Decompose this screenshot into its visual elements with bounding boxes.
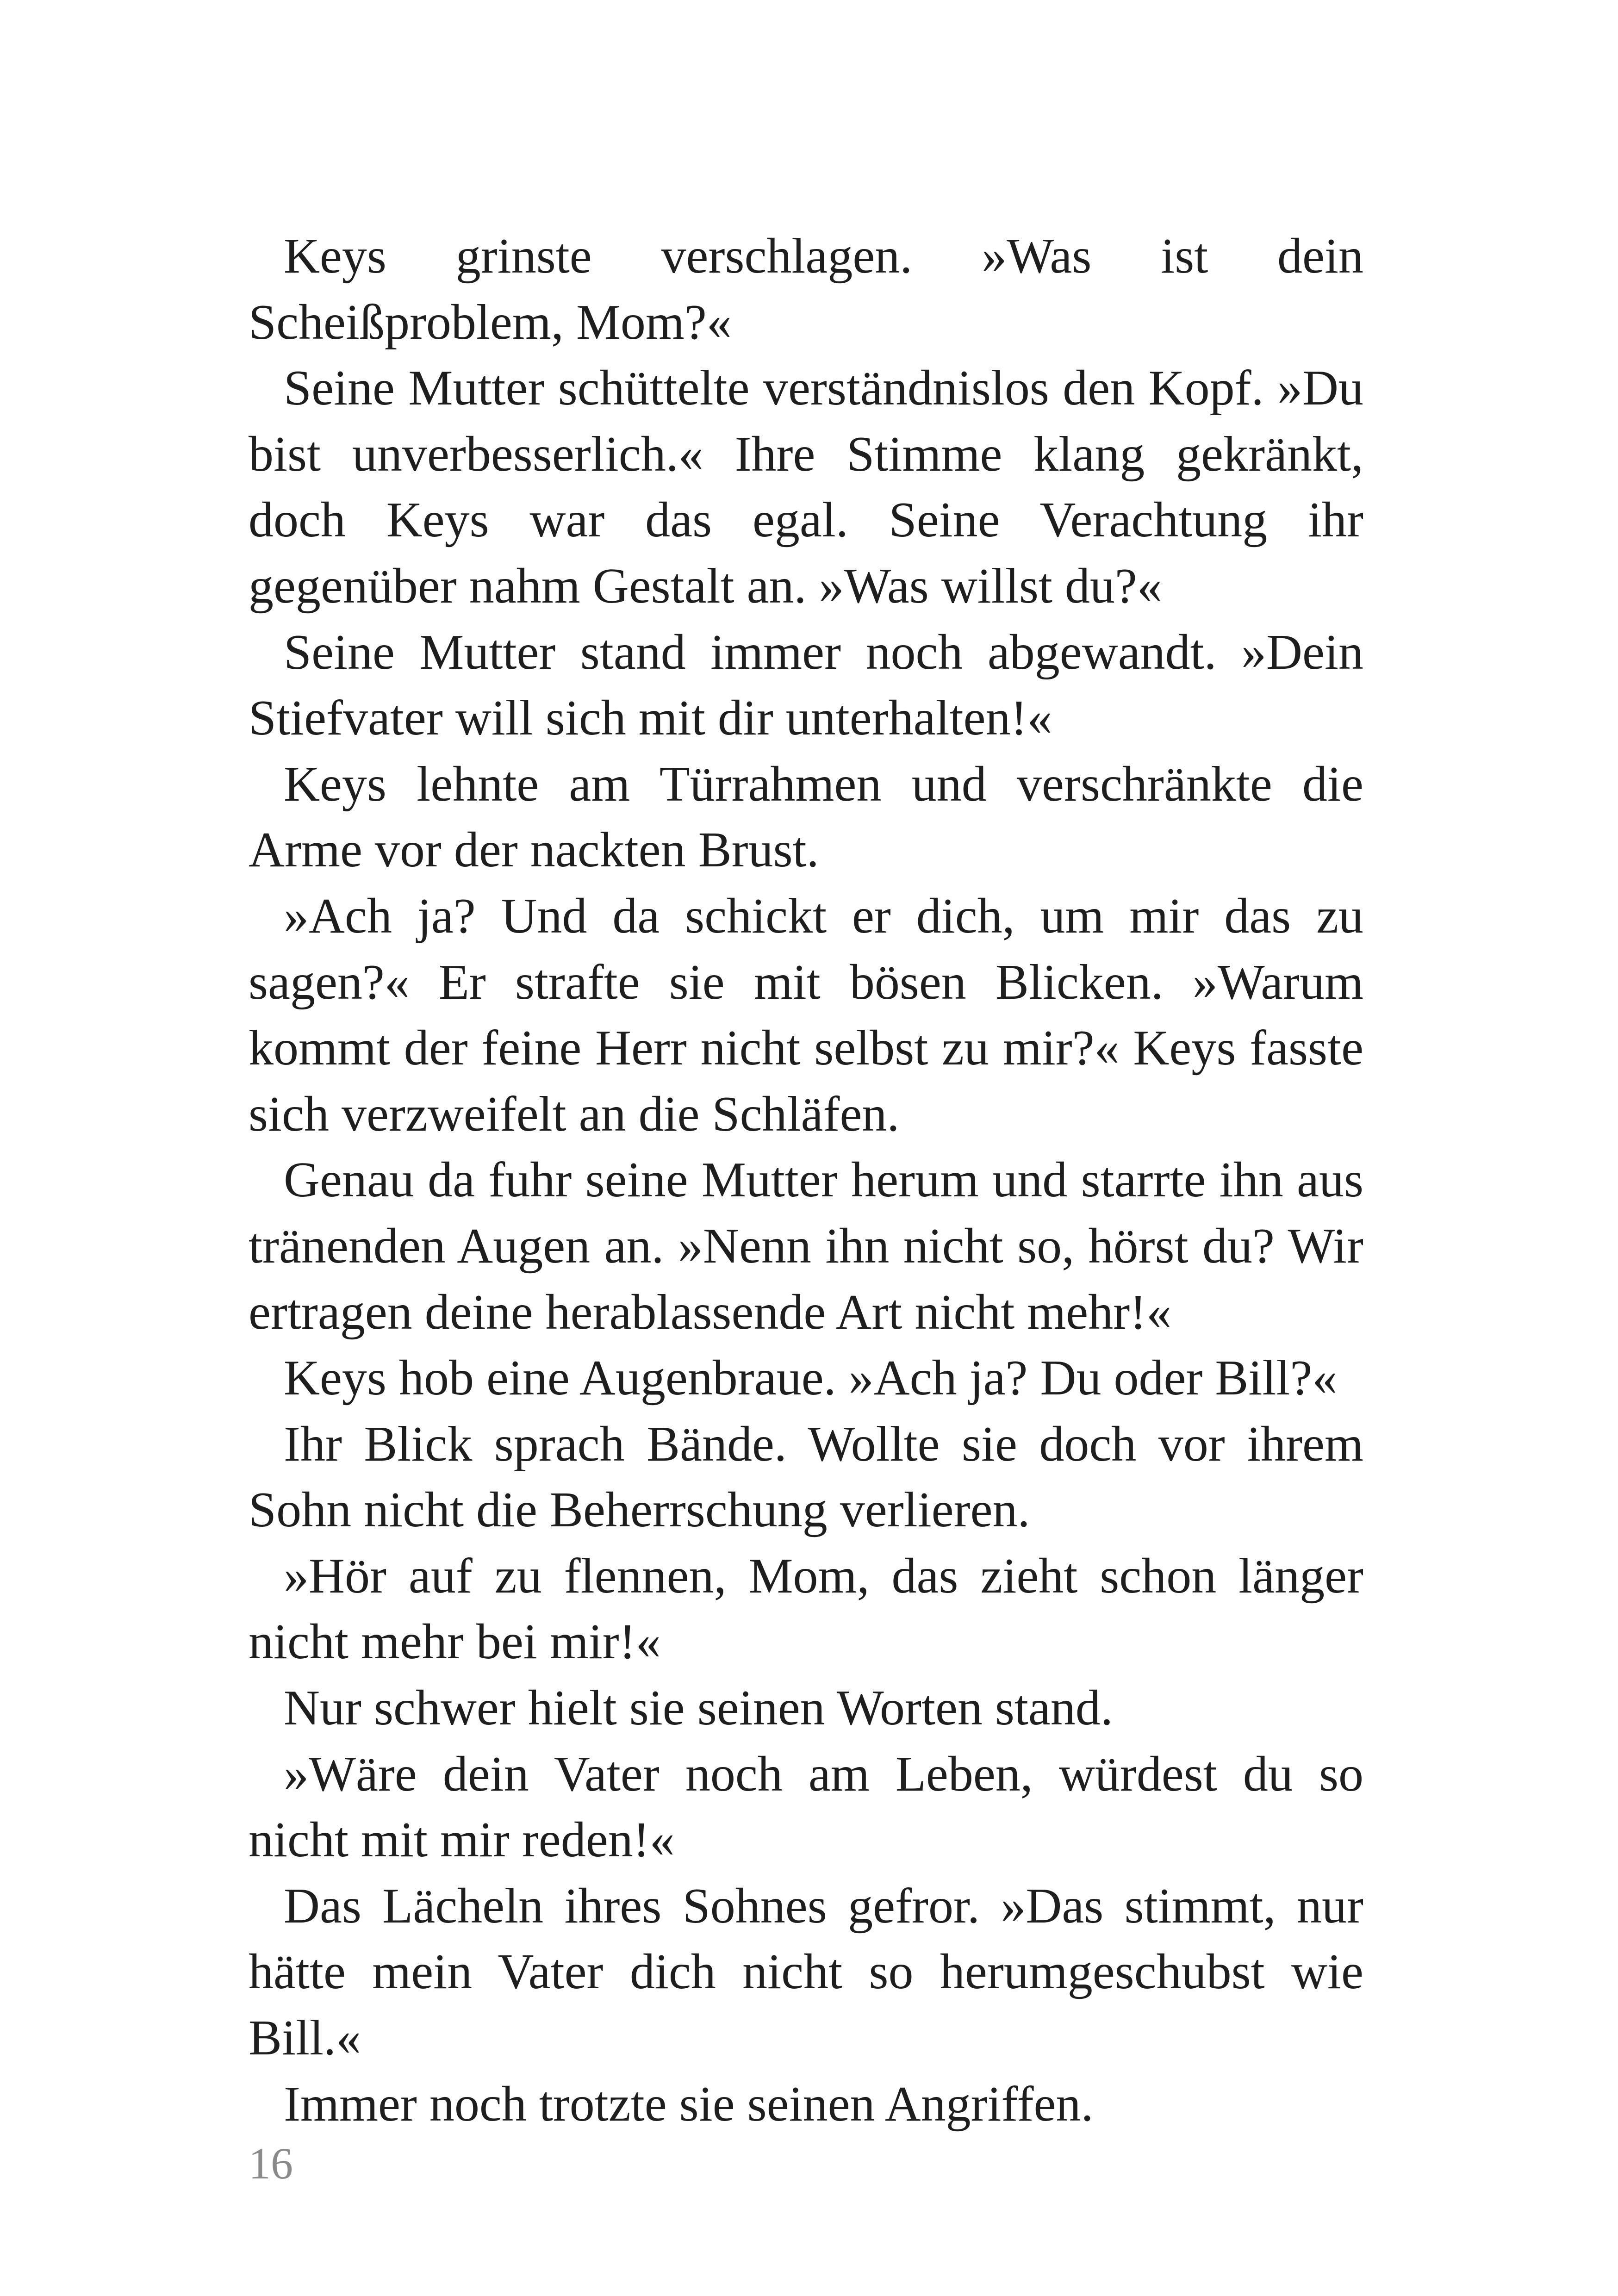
- paragraph: Seine Mutter schüttelte verständnislos den Kopf. »Du bist unverbesserlich.« Ihre Stimme klang gekränkt, doch Keys war das egal. Seine Verachtung ihr gegenüber nahm Gestalt an. »Was willst du?«: [249, 361, 1363, 614]
- paragraph: »Ach ja? Und da schickt er dich, um mir das zu sagen?« Er strafte sie mit bösen Blicken. »Warum kommt der feine Herr nicht selbst zu mir?« Keys fasste sich verzweifelt an die Schläfen.: [249, 888, 1363, 1142]
- body-text: [249, 224, 1363, 2137]
- paragraph: Immer noch trotzte sie seinen Angriffen.: [284, 2076, 1094, 2132]
- page-number: 16: [249, 2139, 293, 2188]
- paragraph: Genau da fuhr seine Mutter herum und starrte ihn aus tränenden Augen an. »Nenn ihn nicht so, hörst du? Wir ertragen deine herablassende Art nicht mehr!«: [249, 1152, 1363, 1340]
- paragraph: Das Lächeln ihres Sohnes gefror. »Das stimmt, nur hätte mein Vater dich nicht so herumgeschubst wie Bill.«: [249, 1878, 1363, 2066]
- paragraph: Keys grinste verschlagen. »Was ist dein Scheißproblem, Mom?«: [249, 229, 1363, 350]
- paragraph: »Hör auf zu flennen, Mom, das zieht schon länger nicht mehr bei mir!«: [249, 1548, 1363, 1670]
- paragraph: Ihr Blick sprach Bände. Wollte sie doch vor ihrem Sohn nicht die Beherrschung verlieren.: [249, 1416, 1363, 1538]
- paragraph: Keys lehnte am Türrahmen und verschränkte die Arme vor der nackten Brust.: [249, 756, 1363, 878]
- paragraph: Nur schwer hielt sie seinen Worten stand.: [284, 1680, 1113, 1736]
- paragraph: Seine Mutter stand immer noch abgewandt. »Dein Stiefvater will sich mit dir unterhalten!«: [249, 624, 1363, 746]
- paragraph: Keys hob eine Augenbraue. »Ach ja? Du oder Bill?«: [284, 1350, 1338, 1406]
- paragraph: »Wäre dein Vater noch am Leben, würdest du so nicht mit mir reden!«: [249, 1746, 1363, 1868]
